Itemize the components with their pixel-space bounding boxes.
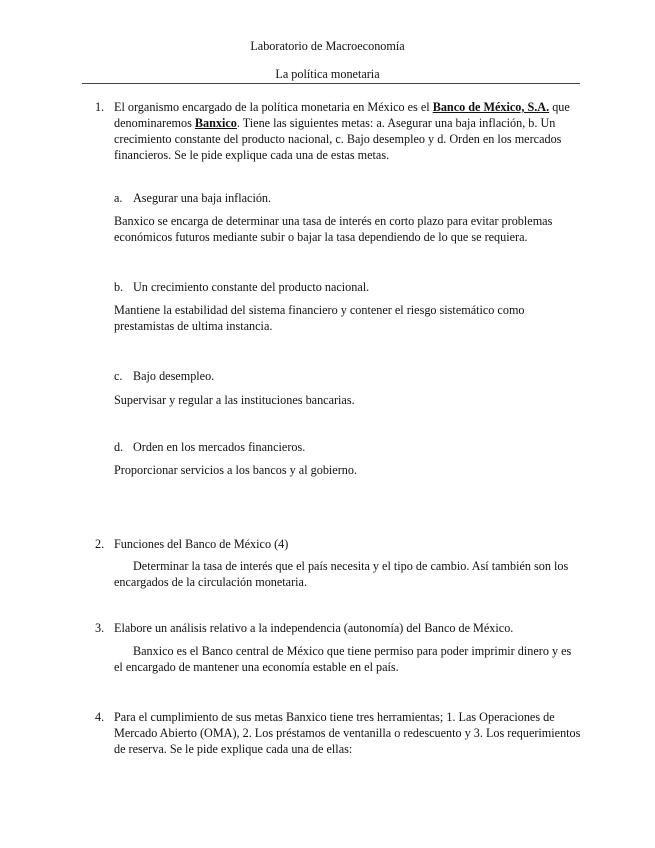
item-a-heading: Asegurar una baja inflación. bbox=[133, 191, 272, 205]
item-b-heading: Un crecimiento constante del producto nacional. bbox=[133, 280, 370, 294]
question-4-text: Para el cumplimiento de sus metas Banxico tiene tres herramientas; 1. Las Operaciones de Mercado Abierto (OMA), 2. Los préstamos de ventanilla o redescuento y 3. Los requerimientos de reserva. Se le pide explique cada una de ellas: bbox=[114, 710, 581, 756]
question-2-answer: Determinar la tasa de interés que el país necesita y el tipo de cambio. Así también son los encargados de la circulación monetaria. bbox=[114, 559, 569, 589]
question-2-text: Funciones del Banco de México (4) bbox=[114, 537, 289, 551]
question-1-text-b: que denominaremos bbox=[114, 100, 570, 130]
item-a-letter: a. bbox=[114, 191, 123, 205]
question-1-number: 1. bbox=[95, 100, 105, 114]
item-a-answer: Banxico se encarga de determinar una tasa de interés en corto plazo para evitar problemas económicos futuros mediante subir o bajar la tasa dependiendo de lo que se requiera. bbox=[114, 214, 553, 244]
banxico-bold: Banxico bbox=[194, 116, 237, 130]
question-3-text: Elabore un análisis relativo a la independencia (autonomía) del Banco de México. bbox=[114, 621, 514, 635]
header-divider bbox=[82, 83, 580, 84]
item-d-letter: d. bbox=[114, 440, 124, 454]
item-c-answer: Supervisar y regular a las instituciones bancarias. bbox=[114, 393, 355, 407]
item-b-answer: Mantiene la estabilidad del sistema financiero y contener el riesgo sistemático como prestamistas de ultima instancia. bbox=[114, 303, 525, 333]
item-d-answer: Proporcionar servicios a los bancos y al gobierno. bbox=[114, 463, 358, 477]
bank-name-bold: Banco de México, S.A. bbox=[432, 100, 550, 114]
question-3-number: 3. bbox=[95, 621, 105, 635]
question-1-text-a: El organismo encargado de la política monetaria en México es el bbox=[114, 100, 433, 114]
page-title: La política monetaria bbox=[275, 67, 380, 81]
item-b-letter: b. bbox=[114, 280, 124, 294]
question-2-number: 2. bbox=[95, 537, 105, 551]
question-1-text-c: . Tiene las siguientes metas: a. Asegurar una baja inflación, b. Un crecimiento constante del producto nacional, c. Bajo desempleo y d. Orden en los mercados financieros. Se le pide explique cada una de estas metas. bbox=[114, 116, 562, 162]
question-4-number: 4. bbox=[95, 710, 105, 724]
question-3-answer: Banxico es el Banco central de México que tiene permiso para poder imprimir dinero y es el encargado de mantener una economía estable en el país. bbox=[114, 644, 572, 674]
question-1-text bbox=[114, 99, 582, 163]
item-c-heading: Bajo desempleo. bbox=[133, 369, 215, 383]
course-title: Laboratorio de Macroeconomía bbox=[250, 39, 405, 53]
item-d-heading: Orden en los mercados financieros. bbox=[133, 440, 306, 454]
item-c-letter: c. bbox=[114, 369, 123, 383]
